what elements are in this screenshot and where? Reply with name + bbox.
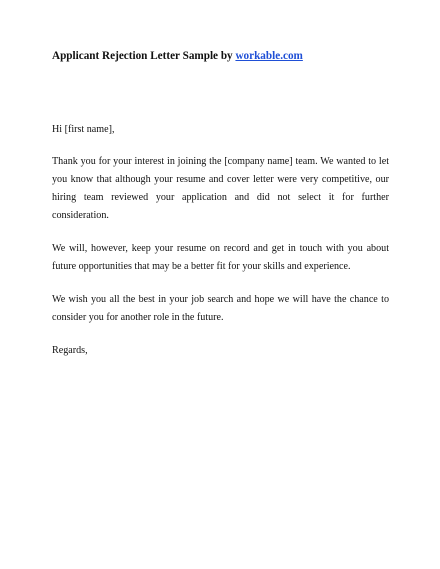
closing: Regards, [52, 344, 88, 356]
body-paragraph-1: Thank you for your interest in joining the [company name] team. We wanted to let you know that although your resume and cover letter were very competitive, our hiring team reviewed your application and did not select it for further consideration. [52, 155, 389, 222]
greeting: Hi [first name], [52, 124, 115, 135]
body-paragraph-2: We will, however, keep your resume on record and get in touch with you about future opportunities that may be a better fit for your skills and experience. [52, 243, 389, 273]
workable-link[interactable]: workable.com [235, 50, 303, 62]
letter-body [52, 121, 389, 375]
body-paragraph-3: We wish you all the best in your job search and hope we will have the chance to consider you for another role in the future. [52, 293, 389, 324]
document-title [52, 50, 303, 62]
title-text: Applicant Rejection Letter Sample by [52, 50, 236, 62]
